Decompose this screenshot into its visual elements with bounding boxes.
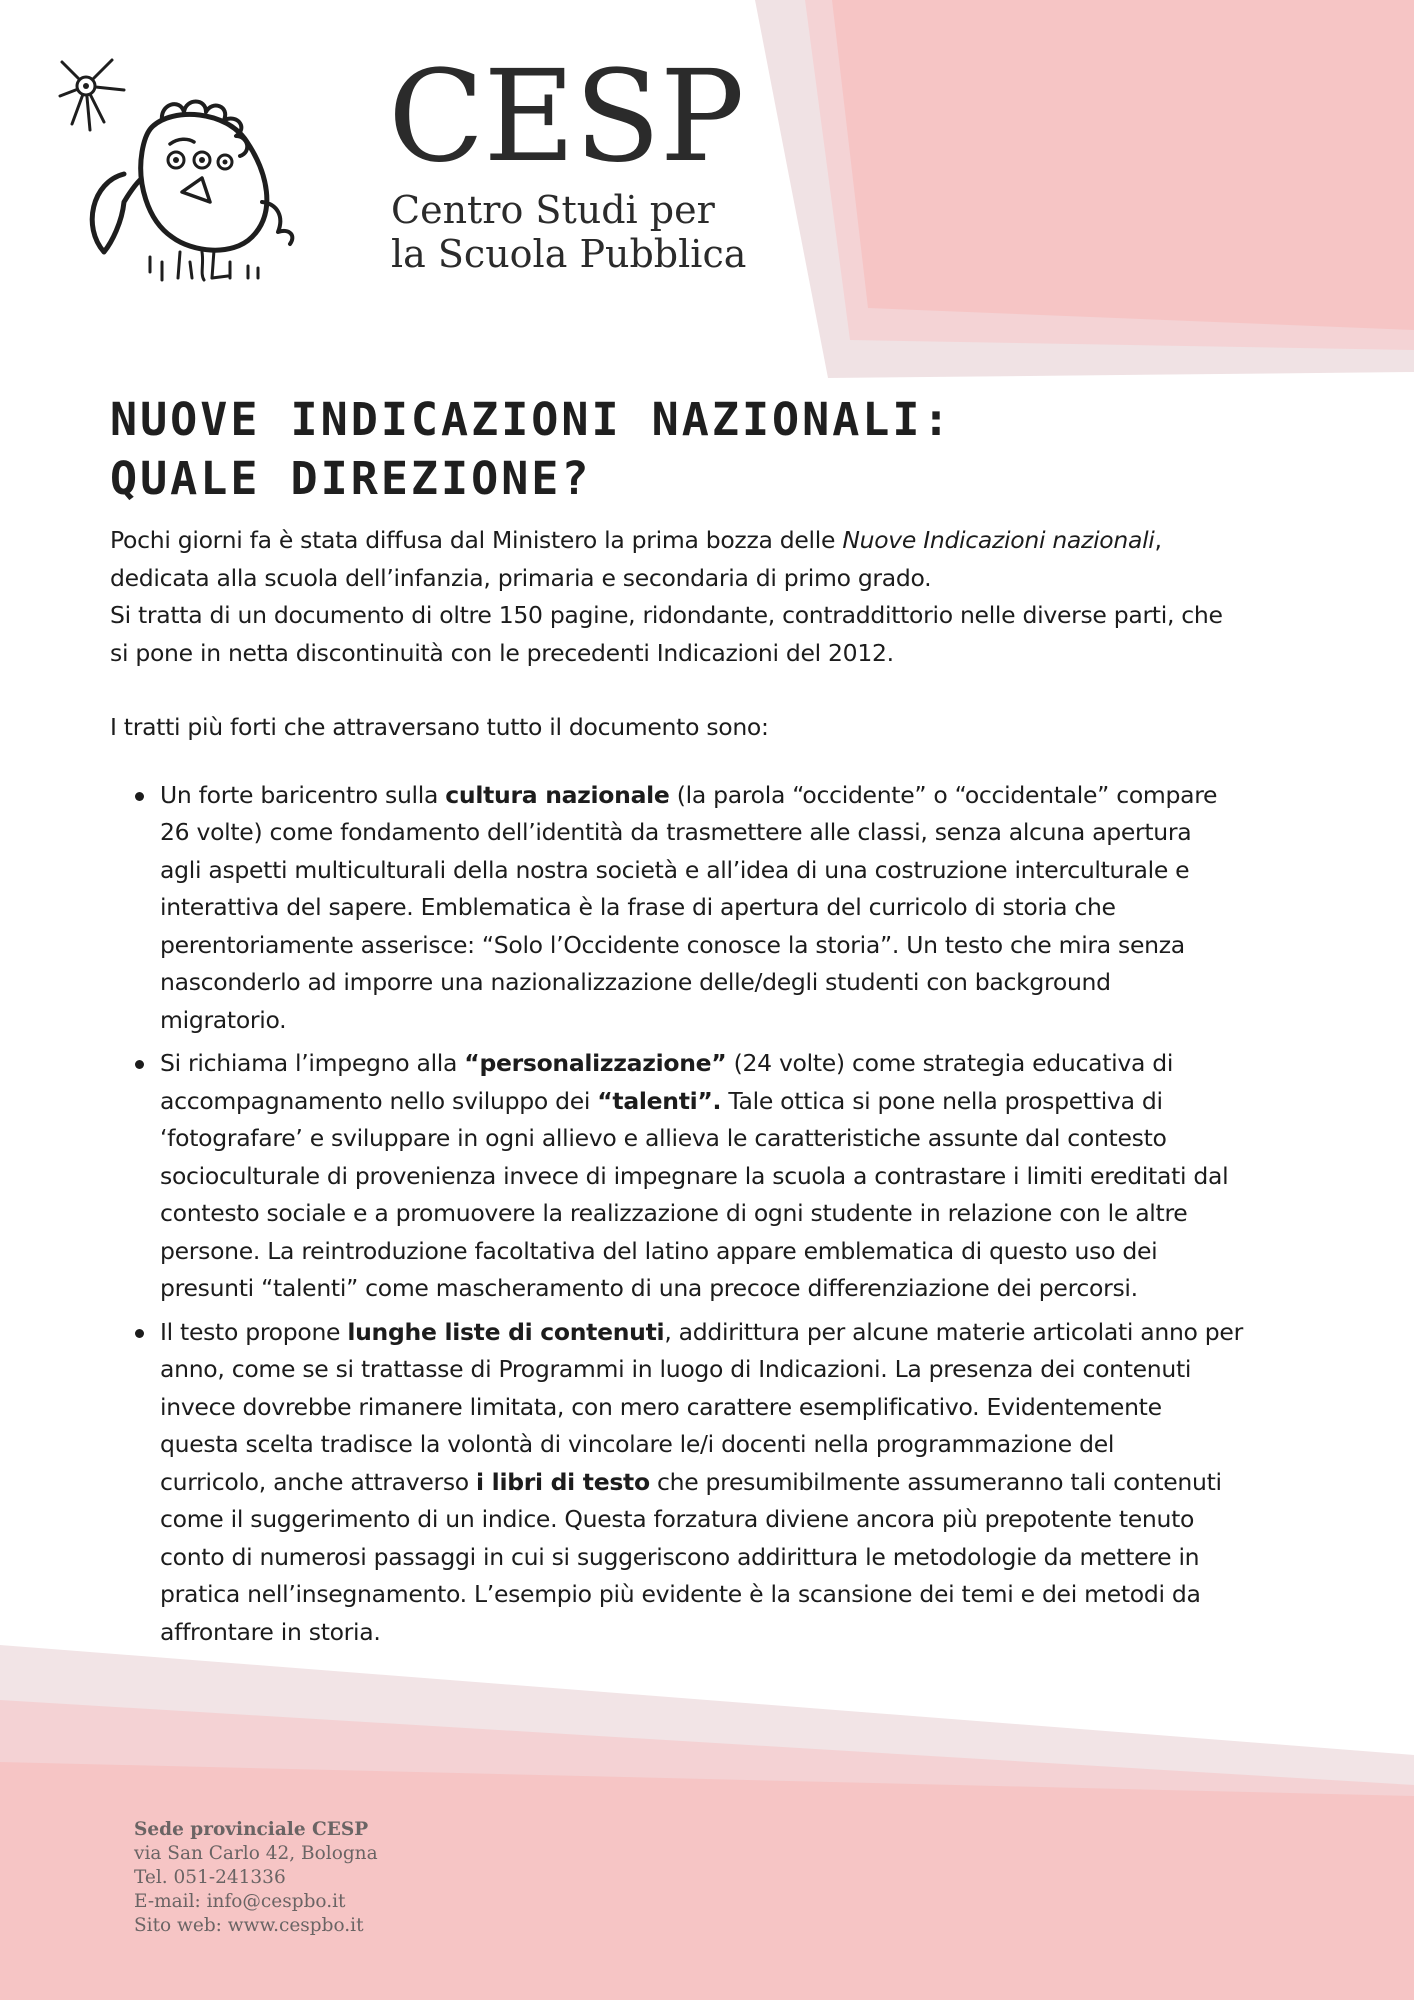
text-segment: Il testo propone [160,1317,348,1346]
text-line [110,526,1162,554]
text-line: socioculturale di provenienza invece di impegnare la scuola a contrastare i limiti ereditati dal [160,1161,1229,1190]
text-line: come il suggerimento di un indice. Questa forzatura diviene ancora più prepotente tenuto [160,1505,1195,1533]
text-segment: Pochi giorni fa è stata diffusa dal Ministero la prima bozza delle [110,526,843,554]
footer-phone: Tel. 051-241336 [134,1867,286,1888]
text-line: perentoriamente asserisce: “Solo l’Occidente conosce la storia”. Un testo che mira senza [160,930,1185,959]
bold-keyword: “personalizzazione” [464,1049,727,1077]
text-segment: che presumibilmente assumeranno tali contenuti [649,1467,1222,1496]
footer-email[interactable]: E-mail: info@cespbo.it [134,1891,346,1912]
text-segment: , [1154,526,1162,554]
text-line: questa scelta tradisce la volontà di vincolare le/i docenti nella programmazione del [160,1430,1115,1458]
text-line [160,1314,1310,1352]
article-title [110,390,1310,508]
text-line [160,1464,1310,1502]
bold-keyword: “talenti”. [597,1086,722,1115]
text-line: presunti “talenti” come mascheramento di una precoce differenziazione dei percorsi. [160,1274,1138,1302]
list-intro: I tratti più forti che attraversano tutto il documento sono: [110,713,769,741]
text-line: conto di numerosi passaggi in cui si suggeriscono addirittura le metodologie da mettere in [160,1542,1200,1571]
spark-icon [60,60,124,130]
text-segment: (24 volte) come strategia educativa di [726,1049,1174,1077]
footer-contact [134,1818,378,1938]
text-line: pratica nell’insegnamento. L’esempio più evidente è la scansione dei temi e dei metodi da [160,1580,1201,1608]
text-segment: curricolo, anche attraverso [160,1467,477,1496]
text-segment: (la parola “occidente” o “occidentale” compare [669,780,1218,809]
text-line [160,1083,1310,1121]
text-segment: Tale ottica si pone nella prospettiva di [721,1086,1163,1115]
text-line: ‘fotografare’ e sviluppare in ogni allievo e allieva le caratteristiche assunte dal contesto [160,1124,1167,1152]
list-item [110,1314,1310,1652]
text-line [160,777,1310,815]
bullet-icon [135,1060,144,1069]
text-line: migratorio. [160,1005,287,1034]
text-line: invece dovrebbe rimanere limitata, con mero carattere esemplificativo. Evidentemente [160,1392,1162,1421]
brand-subtitle-line: Centro Studi per [391,188,715,232]
brand-name: CESP [388,43,744,190]
bullet-list [110,777,1310,1652]
title-line: NUOVE INDICAZIONI NAZIONALI: [110,393,953,446]
brand-subtitle-line: la Scuola Pubblica [391,232,747,276]
footer-org: Sede provinciale CESP [134,1819,369,1840]
text-line: nasconderlo ad imporre una nazionalizzazione delle/degli studenti con background [160,968,1111,996]
bullet-icon [135,1329,144,1338]
bullet-icon [135,792,144,801]
brand-subtitle [391,188,808,276]
intro-paragraph [110,522,1310,672]
text-line: interattiva del sapere. Emblematica è la frase di apertura del curricolo di storia che [160,893,1116,921]
text-line [160,1045,1310,1083]
text-line: 26 volte) come fondamento dell’identità da trasmettere alle classi, senza alcuna apertura [160,818,1192,846]
list-item [110,777,1310,1040]
text-line: persone. La reintroduzione facoltativa del latino appare emblematica di questo uso dei [160,1236,1158,1265]
text-segment: accompagnamento nello sviluppo dei [160,1086,598,1115]
text-line: agli aspetti multiculturali della nostra società e all’idea di una costruzione interculturale e [160,855,1190,884]
text-line: contesto sociale e a promuovere la realizzazione di ogni studente in relazione con le altre [160,1199,1188,1227]
footer-address: via San Carlo 42, Bologna [134,1843,378,1864]
text-line: Si tratta di un documento di oltre 150 pagine, ridondante, contraddittorio nelle diverse parti, che [110,601,1223,629]
italic-title: Nuove Indicazioni nazionali [842,526,1155,554]
article-body [110,522,1310,1657]
brand-block [388,43,808,276]
bold-keyword: lunghe liste di contenuti [347,1317,665,1346]
text-segment: Si richiama l’impegno alla [160,1049,465,1077]
text-line: dedicata alla scuola dell’infanzia, primaria e secondaria di primo grado. [110,563,932,592]
text-line: anno, come se si trattasse di Programmi in luogo di Indicazioni. La presenza dei contenuti [160,1355,1192,1383]
cesp-mascot-logo [52,52,322,302]
top-right-pink-shape [832,0,1414,330]
bold-keyword: i libri di testo [476,1467,650,1496]
footer-website[interactable]: Sito web: www.cespbo.it [134,1915,364,1936]
title-line: QUALE DIREZIONE? [110,452,592,505]
text-line: affrontare in storia. [160,1617,381,1646]
text-line: si pone in netta discontinuità con le precedenti Indicazioni del 2012. [110,638,894,667]
text-segment: Un forte baricentro sulla [160,780,446,809]
text-segment: , addirittura per alcune materie articolati anno per [664,1317,1243,1346]
bold-keyword: cultura nazionale [445,780,670,809]
list-item [110,1045,1310,1308]
